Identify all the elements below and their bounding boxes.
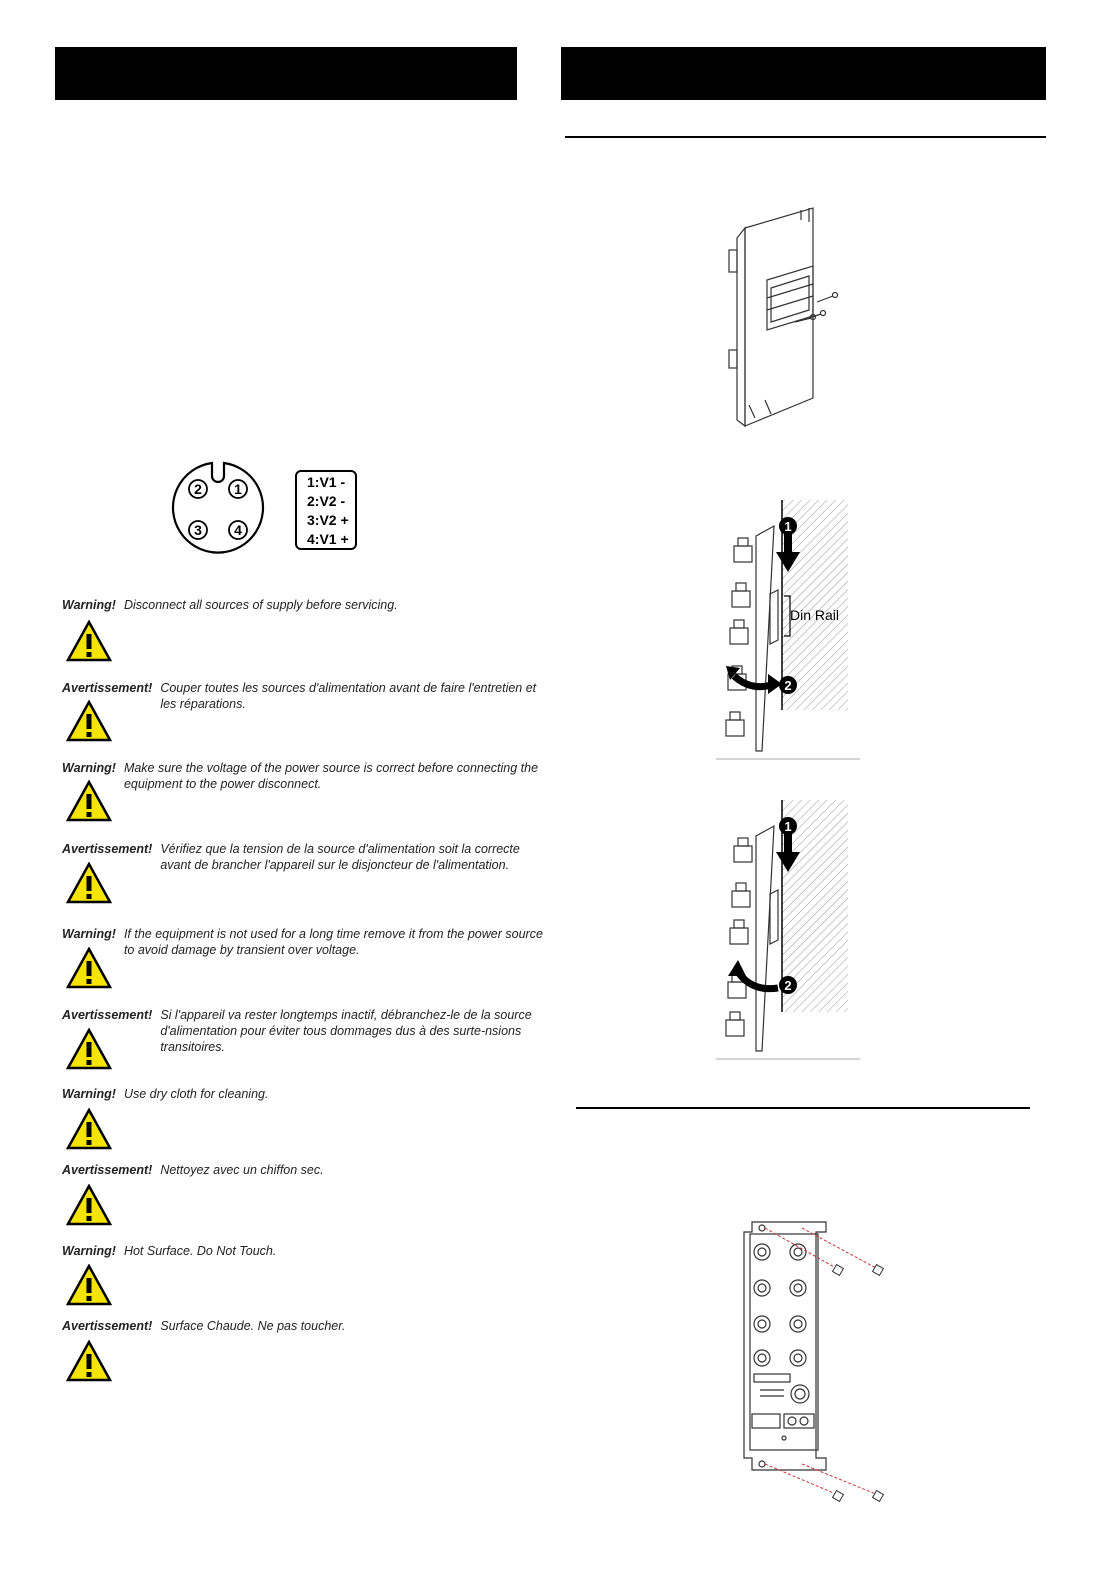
svg-text:4: 4: [234, 522, 242, 538]
step-1-marker: 1: [784, 819, 792, 834]
warning-triangle-icon: [66, 700, 112, 742]
left-header-banner: [55, 47, 517, 100]
pin-label-4: 4:V1 +: [307, 531, 349, 547]
din-rail-mount-diagram: [712, 496, 862, 761]
warning-10: Avertissement! Surface Chaude. Ne pas toucher.: [62, 1319, 346, 1333]
step-2-marker: 2: [784, 978, 792, 993]
section-rule-middle: [576, 1107, 1030, 1109]
pin-label-2: 2:V2 -: [307, 493, 346, 509]
pin-label-3: 3:V2 +: [307, 512, 349, 528]
warning-triangle-icon: [66, 1028, 112, 1070]
warning-triangle-icon: [66, 620, 112, 662]
din-rail-bracket-illustration: [725, 200, 855, 432]
svg-text:1: 1: [234, 481, 242, 497]
warning-7: Warning! Use dry cloth for cleaning.: [62, 1087, 269, 1101]
warning-triangle-icon: [66, 862, 112, 904]
step-1-marker: 1: [784, 519, 792, 534]
warning-2: Avertissement! Couper toutes les sources d'alimentation avant de faire l'entretien et les réparations.: [62, 681, 537, 711]
din-rail-remove-diagram: [712, 796, 862, 1061]
wall-mount-device-illustration: [740, 1218, 900, 1508]
svg-text:2: 2: [194, 481, 202, 497]
pin-label-1: 1:V1 -: [307, 474, 346, 490]
right-header-banner: [561, 47, 1046, 100]
warning-triangle-icon: [66, 1340, 112, 1382]
warning-triangle-icon: [66, 1264, 112, 1306]
warning-9: Warning! Hot Surface. Do Not Touch.: [62, 1244, 277, 1258]
warning-1: Warning! Disconnect all sources of supply before servicing.: [62, 598, 398, 612]
din-rail-label: Din Rail: [790, 607, 840, 623]
warning-triangle-icon: [66, 1184, 112, 1226]
step-2-marker: 2: [784, 678, 792, 693]
warning-triangle-icon: [66, 1108, 112, 1150]
warning-3: Warning! Make sure the voltage of the power source is correct before connecting the equipment to the power disconnect.: [62, 761, 539, 791]
svg-text:3: 3: [194, 522, 202, 538]
warning-8: Avertissement! Nettoyez avec un chiffon sec.: [62, 1163, 324, 1177]
pin-assignment-box: [295, 470, 357, 550]
section-rule-top: [565, 136, 1046, 138]
warning-6: Avertissement! Si l'appareil va rester longtemps inactif, débranchez-le de la source d'alimentation pour éviter tous dommages dus à des surte-nsions transitoires.: [62, 1008, 532, 1054]
warning-triangle-icon: [66, 947, 112, 989]
connector-pinout-diagram: [168, 458, 268, 558]
warning-triangle-icon: [66, 780, 112, 822]
warning-4: Avertissement! Vérifiez que la tension de la source d'alimentation soit la correcte avant de brancher l'appareil sur le disjoncteur de l'alimentation.: [62, 842, 520, 872]
warning-5: Warning! If the equipment is not used for a long time remove it from the power source to avoid damage by transient over voltage.: [62, 927, 543, 957]
